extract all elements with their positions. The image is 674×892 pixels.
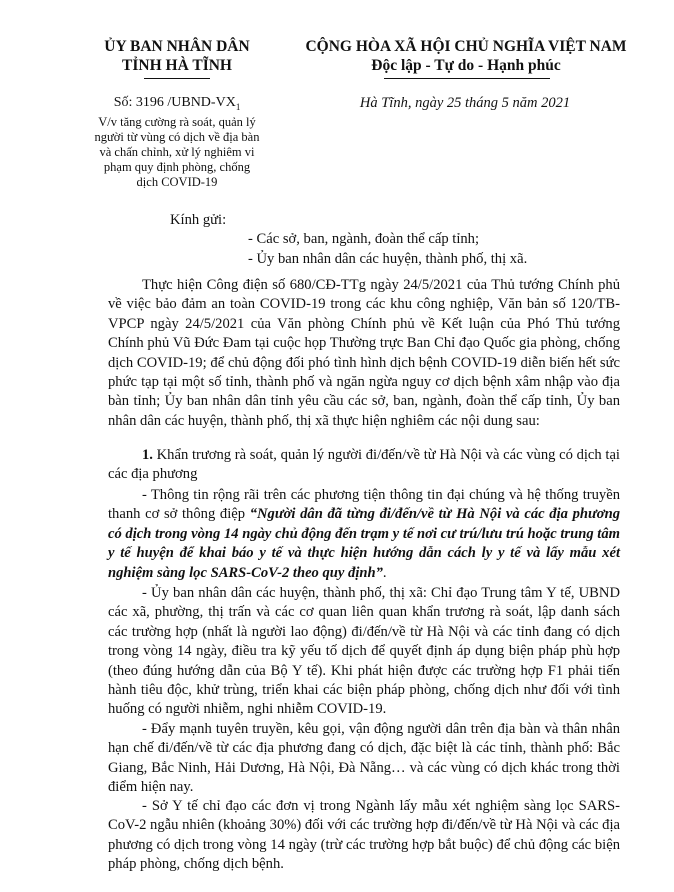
subject-line: dịch COVID-19 <box>136 175 218 189</box>
subject-line: người từ vùng có dịch về địa bàn <box>94 130 260 144</box>
recipient-item: - Các sở, ban, ngành, đoàn thể cấp tỉnh; <box>248 231 480 247</box>
p3-text: - Đẩy mạnh tuyên truyền, kêu gọi, vận động người dân trên địa bàn và thân nhân hạn chế đi/đến/về từ các địa phương đang có dịch, đặc biệt là các tỉnh, thành phố: Bắc Giang, Bắc Ninh, Hải Dương, Hà Nội, Đà Nẵng… và các vùng có dịch khác trong thời điểm hiện nay. <box>108 721 620 796</box>
agency-name-line1: ỦY BAN NHÂN DÂN <box>104 38 250 55</box>
subject-line: V/v tăng cường rà soát, quản lý <box>98 115 256 129</box>
p1-end: . <box>382 564 387 581</box>
paragraph-1 <box>108 486 620 583</box>
paragraph-2 <box>108 584 620 720</box>
p1-lead: - Thông tin rộng rãi trên các phương tiện thông tin đại chúng và hệ thống truyền thanh cơ sở thông điệp <box>108 487 620 523</box>
place-date: Hà Tĩnh, ngày 25 tháng 5 năm 2021 <box>359 95 571 111</box>
subject-line: phạm quy định phòng, chống <box>103 160 251 174</box>
agency-underline <box>144 78 210 79</box>
subject-block <box>82 115 272 190</box>
doc-number-sub: 1 <box>235 101 241 112</box>
intro-paragraph <box>108 276 620 431</box>
doc-number-text: Số: 3196 /UBND-VX <box>113 95 236 110</box>
section-1-heading <box>108 446 620 485</box>
paragraph-3 <box>108 720 620 798</box>
paragraph-4 <box>108 797 620 875</box>
p4-text: - Sở Y tế chỉ đạo các đơn vị trong Ngành lấy mẫu xét nghiệm sàng lọc SARS-CoV-2 ngẫu nhiên (khoảng 30%) đối với các trường hợp đi/đến/về từ Hà Nội và các địa phương có dịch trong vòng 14 ngày (trừ các trường hợp bắt buộc) để chủ động các biện pháp phòng, chống dịch bệnh. <box>108 798 620 873</box>
section-1-title: Khẩn trương rà soát, quản lý người đi/đến/về từ Hà Nội và các vùng có dịch tại các địa phương <box>108 447 620 483</box>
recipient-item: - Ủy ban nhân dân các huyện, thành phố, thị xã. <box>248 251 528 267</box>
p1-quote: “Người dân đã từng đi/đến/về từ Hà Nội và các địa phương có dịch trong vòng 14 ngày chủ động đến trạm y tế nơi cư trú/lưu trú hoặc trung tâm y tế huyện để khai báo y tế và thực hiện hướng dẫn cách ly y tế và lấy mẫu xét nghiệm sàng lọc SARS-CoV-2 theo quy định” <box>108 506 620 581</box>
doc-number <box>82 95 272 112</box>
intro-text: Thực hiện Công điện số 680/CĐ-TTg ngày 24/5/2021 của Thủ tướng Chính phủ về việc bảo đảm an toàn COVID-19 trong các khu công nghiệp, Văn bản số 120/TB-VPCP ngày 24/5/2021 của Văn phòng Chính phủ về Kết luận của Phó Thủ tướng Chính phủ Vũ Đức Đam tại cuộc họp Thường trực Ban Chỉ đạo Quốc gia phòng, chống dịch COVID-19; để chủ động đối phó tình hình dịch bệnh COVID-19 diễn biến hết sức phức tạp tại một số tỉnh, thành phố và ngăn ngừa nguy cơ dịch bệnh xâm nhập vào địa bàn tỉnh; Ủy ban nhân dân tỉnh yêu cầu các sở, ban, ngành, đoàn thể cấp tỉnh, Ủy ban nhân dân các huyện, thành phố, thị xã thực hiện nghiêm các nội dung sau: <box>108 277 620 429</box>
section-1-number: 1. <box>142 447 153 463</box>
nation-title: CỘNG HÒA XÃ HỘI CHỦ NGHĨA VIỆT NAM <box>305 38 627 55</box>
greeting: Kính gửi: <box>170 212 227 228</box>
motto-underline <box>384 78 550 79</box>
agency-name-line2: TỈNH HÀ TĨNH <box>122 57 232 74</box>
p2-text: - Ủy ban nhân dân các huyện, thành phố, thị xã: Chỉ đạo Trung tâm Y tế, UBND các xã, phường, thị trấn và các cơ quan liên quan khẩn trương rà soát, lập danh sách các trường hợp (nhất là người lao động) đi/đến/về từ Hà Nội và các tỉnh đang có dịch trong vòng 14 ngày, điều tra kỹ yếu tố dịch để quyết định áp dụng biện pháp phù hợp (theo đúng hướng dẫn của Bộ Y tế). Khi phát hiện được các trường hợp F1 phải tiến hành tiêu độc, khử trùng, triển khai các biện pháp phòng, chống dịch như đối với tình huống có người nhiễm, nghi nhiễm COVID-19. <box>108 585 620 718</box>
subject-line: và chấn chỉnh, xử lý nghiêm vi <box>99 145 255 159</box>
nation-motto: Độc lập - Tự do - Hạnh phúc <box>371 57 561 74</box>
